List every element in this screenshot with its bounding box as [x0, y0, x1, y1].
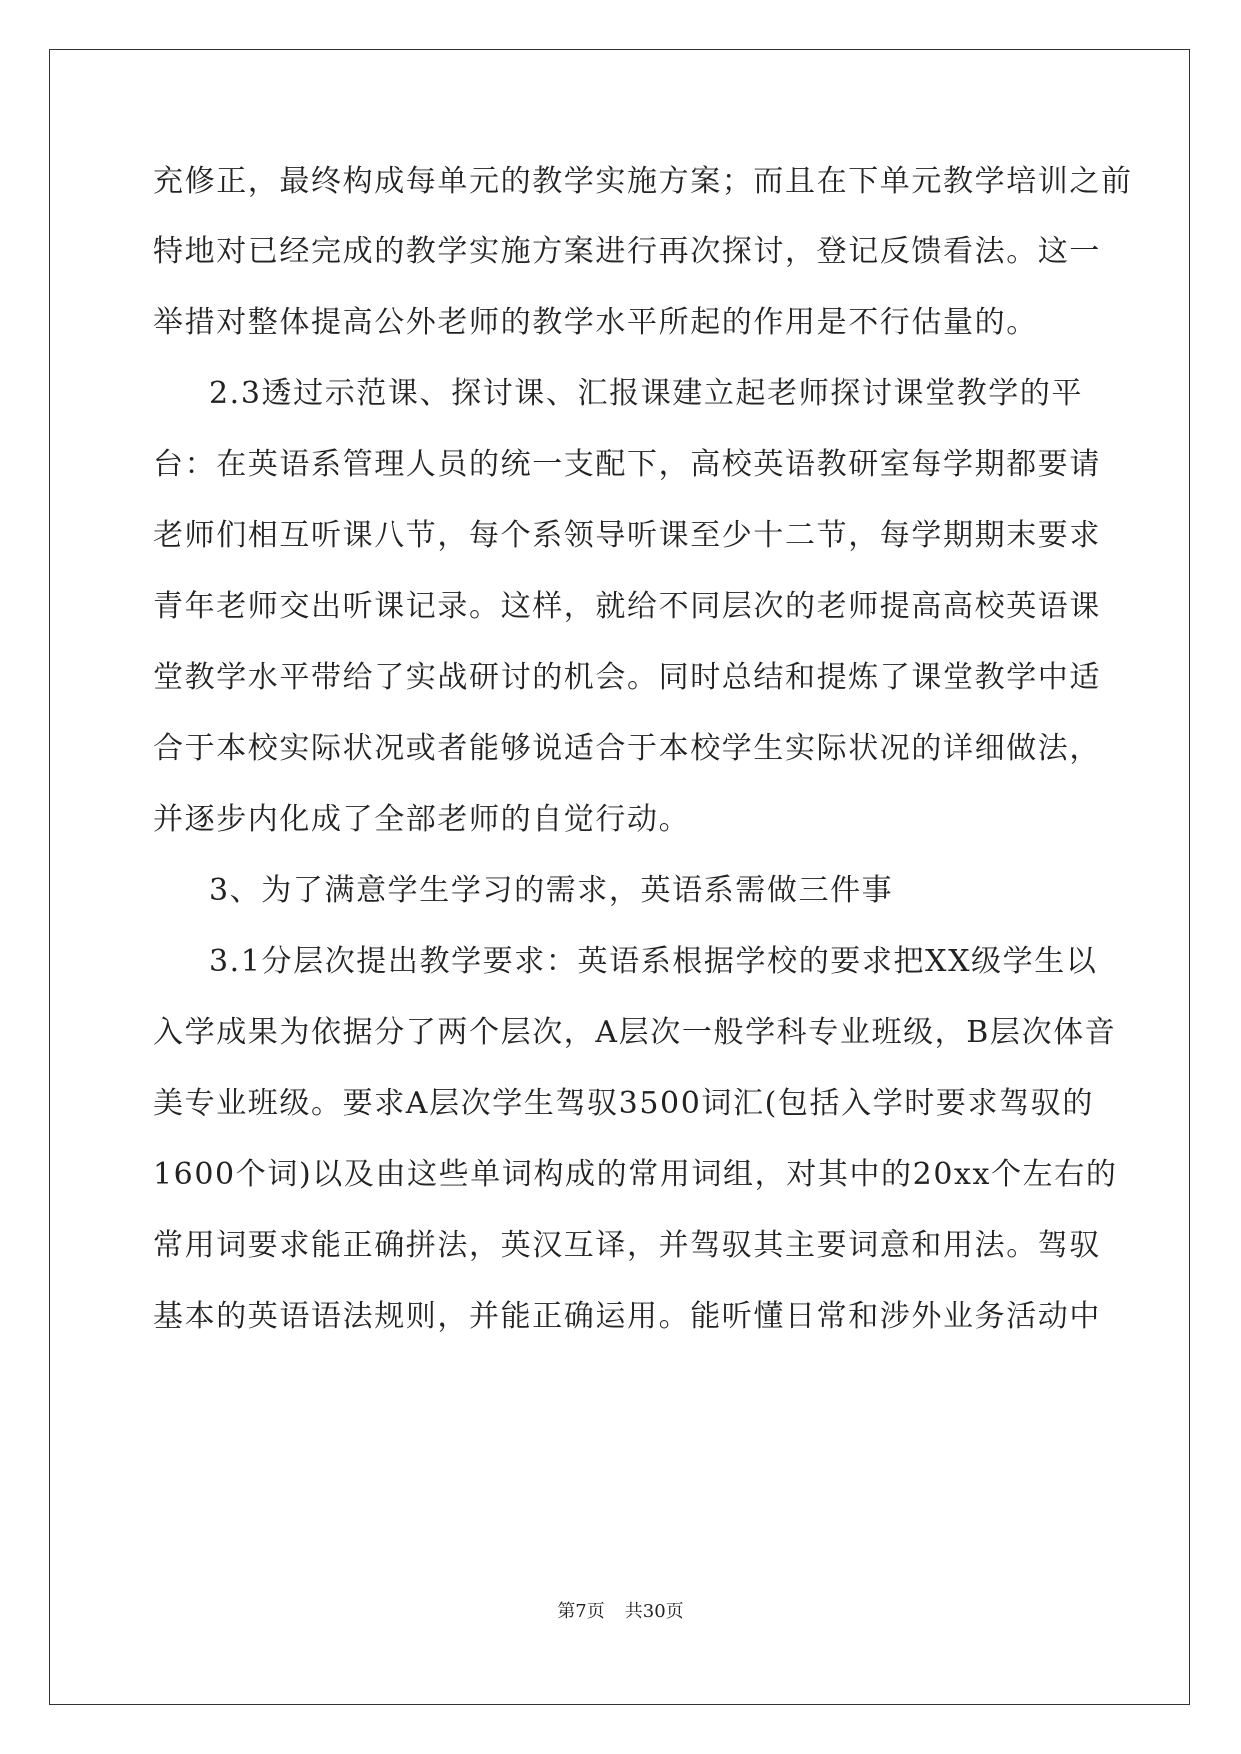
paragraph-line: 堂教学水平带给了实战研讨的机会。同时总结和提炼了课堂教学中适 [153, 660, 1101, 695]
paragraph-line: 并逐步内化成了全部老师的自觉行动。 [153, 802, 691, 837]
paragraph-line: 台：在英语系管理人员的统一支配下，高校英语教研室每学期都要请 [153, 447, 1101, 482]
paragraph-line: 2.3透过示范课、探讨课、汇报课建立起老师探讨课堂教学的平 [209, 376, 1084, 411]
page-number: 第7页 [557, 1601, 605, 1622]
page-footer [0, 1600, 1241, 1624]
paragraph-line: 老师们相互听课八节，每个系领导听课至少十二节，每学期期末要求 [153, 518, 1101, 553]
paragraph-line: 特地对已经完成的教学实施方案进行再次探讨，登记反馈看法。这一 [153, 234, 1101, 269]
paragraph-line: 美专业班级。要求A层次学生驾驭3500词汇(包括入学时要求驾驭的 [153, 1086, 1094, 1121]
paragraph-line: 3.1分层次提出教学要求：英语系根据学校的要求把XX级学生以 [209, 944, 1098, 979]
paragraph-line: 青年老师交出听课记录。这样，就给不同层次的老师提高高校英语课 [153, 589, 1101, 624]
paragraph-line: 基本的英语语法规则，并能正确运用。能听懂日常和涉外业务活动中 [153, 1299, 1101, 1334]
section-heading-line: 3、为了满意学生学习的需求，英语系需做三件事 [209, 873, 894, 908]
page-total: 共30页 [624, 1601, 684, 1622]
paragraph-line: 常用词要求能正确拼法，英汉互译，并驾驭其主要词意和用法。驾驭 [153, 1228, 1101, 1263]
paragraph-line: 合于本校实际状况或者能够说适合于本校学生实际状况的详细做法， [153, 731, 1101, 766]
paragraph-line: 1600个词)以及由这些单词构成的常用词组，对其中的20xx个左右的 [153, 1157, 1118, 1192]
paragraph-line: 充修正，最终构成每单元的教学实施方案；而且在下单元教学培训之前 [153, 164, 1133, 199]
paragraph-line: 举措对整体提高公外老师的教学水平所起的作用是不行估量的。 [153, 305, 1038, 340]
paragraph-line: 入学成果为依据分了两个层次，A层次一般学科专业班级，B层次体音 [153, 1015, 1117, 1050]
